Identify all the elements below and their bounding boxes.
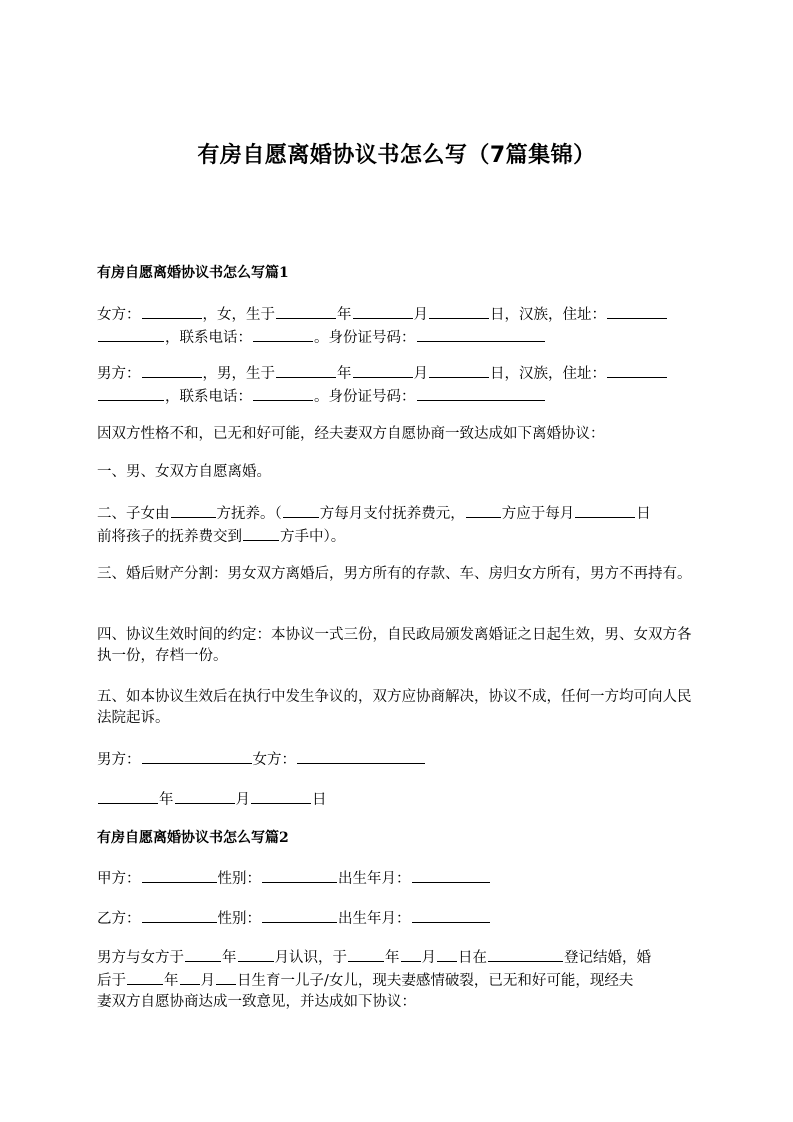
item-5: 五、如本协议生效后在执行中发生争议的，双方应协商解决，协议不成，任何一方均可向人民法院起诉。: [97, 689, 692, 726]
document-title: 有房自愿离婚协议书怎么写（7篇集锦）: [197, 143, 596, 168]
item-4: 四、协议生效时间的约定：本协议一式三份，自民政局颁发离婚证之日起生效，男、女双方各执一份，存档一份。: [97, 627, 692, 664]
marriage-paragraph: 男方与女方于 年 月认识，于 年 月 日在 登记结婚，婚 后于 年 月 日生育一儿子/女儿，现夫妻感情破裂，已无和好可能，现经夫 妻双方自愿协商达成一致意见，并达成如下协议：: [97, 946, 697, 1013]
item-3: 三、婚后财产分割：男女双方离婚后，男方所有的存款、车、房归女方所有，男方不再持有。: [97, 566, 692, 582]
wife-info-paragraph: 女方： ，女，生于 年 月 日，汉族，住址： ，联系电话： 。身份证号码：: [97, 303, 697, 349]
signature-line: 男方： 女方：: [97, 748, 697, 771]
date-line: 年 月 日: [97, 788, 697, 811]
section1-heading: 有房自愿离婚协议书怎么写篇1: [97, 265, 289, 281]
party-a-line: 甲方： 性别： 出生年月：: [97, 867, 697, 890]
intro-paragraph: 因双方性格不和，已无和好可能，经夫妻双方自愿协商一致达成如下离婚协议：: [97, 426, 605, 442]
husband-info-paragraph: 男方： ，男，生于 年 月 日，汉族，住址： ，联系电话： 。身份证号码：: [97, 362, 697, 408]
item-1: 一、男、女双方自愿离婚。: [97, 464, 271, 480]
section2-heading: 有房自愿离婚协议书怎么写篇2: [97, 830, 289, 846]
party-b-line: 乙方： 性别： 出生年月：: [97, 907, 697, 930]
item-2: 二、子女由 方抚养。（ 方每月支付抚养费元， 方应于每月 日 前将孩子的抚养费交到 方手中）。: [97, 502, 697, 548]
